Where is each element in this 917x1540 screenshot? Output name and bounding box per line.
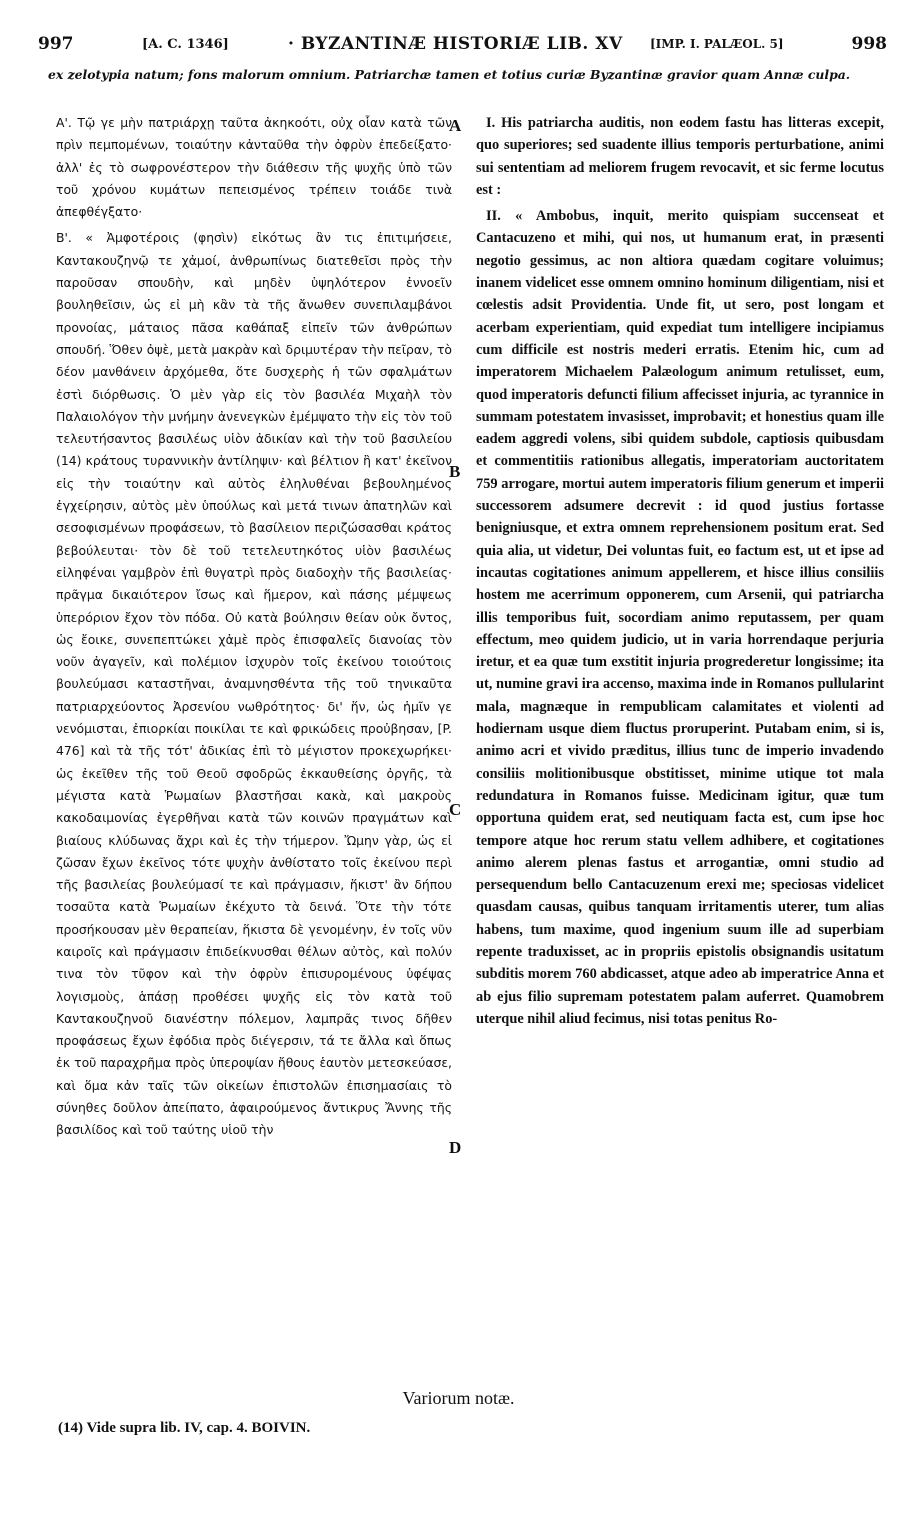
page-number-left: 997 [38, 34, 74, 54]
running-header [38, 34, 887, 60]
greek-paragraph-1: Α'. Τῷ γε μὴν πατριάρχῃ ταῦτα ἀκηκοότι, οὐχ οἷαν κατὰ τῶν πρὶν πεμπομένων, τοιαύτην κἀνταῦθα τὴν ὀφρὺν ἐπεδείξατο· ἀλλ' ἐς τὸ σωφρονέστερον τὴν διάθεσιν τῆς ψυχῆς ὑπὸ τῶν τοῦ χρόνου κυμάτων πεπεισμένος τρέπειν τοιάδε τινὰ ἀπεφθέγξατο· [56, 115, 452, 220]
year-marker: [A. C. 1346] [142, 37, 229, 52]
greek-column [56, 112, 452, 1146]
section-marker-d: D [449, 1138, 462, 1157]
page-number-right: 998 [851, 34, 887, 54]
section-marker-c: C [449, 800, 462, 819]
section-marker-a: A [449, 116, 462, 135]
emperor-marker: [IMP. I. PALÆOL. 5] [650, 37, 784, 51]
notes-heading: Variorum notæ. [402, 1388, 515, 1408]
latin-column [476, 112, 884, 1034]
latin-paragraph-1: I. His patriarcha auditis, non eodem fastu has litteras excepit, quo superiores; sed suadente illius temporis perturbatione, animi sui sententiam ad meliorem frugem revocavit, et sic ferme locutus est : [476, 115, 884, 198]
running-title: · BYZANTINÆ HISTORIÆ LIB. XV [288, 34, 623, 54]
summary-text: ex zelotypia natum; fons malorum omnium. Patriarchæ tamen et totius curiæ Byzantinæ gravior quam Annæ culpa. [48, 67, 851, 82]
chapter-summary [48, 66, 887, 83]
greek-paragraph-2: Β'. « Ἀμφοτέροις (φησὶν) εἰκότως ἂν τις ἐπιτιμήσειε, Καντακουζηνῷ τε χἀμοί, ἀνθρωπίνως διατεθεῖσι πρὸς τὴν παροῦσαν σπουδὴν, καὶ μηδὲν ὑψηλότερον ἐννοεῖν βουληθεῖσιν, ὡς εἰ μὴ κἂν τὰ τῆς ἄνωθεν συνεπιλαμβάνοι προνοίας, μάταιος πᾶσα καθάπαξ εἰπεῖν τῶν ἀνθρώπων σπουδή. Ὅθεν ὀψὲ, μετὰ μακρὰν καὶ δριμυτέραν τὴν πεῖραν, τὸ δέον μανθάνειν ἀρχόμεθα, ὅτε δυσχερὴς ἡ τῶν σφαλμάτων ἐστὶ διόρθωσις. Ὁ μὲν γὰρ εἰς τὸν βασιλέα Μιχαὴλ τὸν Παλαιολόγον τὴν μνήμην ἀνενεγκὼν ἐμέμψατο τὴν εἰς τὸν τοῦ τελευτήσαντος βασιλέως υἱὸν ἀδικίαν καὶ τὴν τοῦ βασιλείου (14) κράτους τυραννικὴν ἀντίληψιν· καὶ βέλτιον ἢ κατ' ἐκεῖνον εἰς τὴν τοιαύτην καὶ αὐτὸς ἐληλυθέναι βεβουλημένος ἐγχείρησιν, αὐτὸς μὲν ὑπούλως καὶ μετά τινων ἀπατηλῶν καὶ σεσοφισμένων προφάσεων, τὸ βασίλειον περιζώσασθαι κράτος βεβούλευται· τὸν δὲ τοῦ τετελευτηκότος υἱὸν βασιλέως εἰληφέναι γαμβρὸν ἐπὶ θυγατρὶ πρὸς διαδοχὴν τῆς βασιλείας· πρᾶγμα δικαιότερον ἴσως καὶ ἥμερον, καὶ πάσης μέμψεως ὑπερόριον ἔχον τὸν πόδα. Οὐ κατὰ βούλησιν θείαν οὐκ ὄντος, ὡς ἔοικε, συνεπεπτώκει χἀμὲ πρὸς ἐπισφαλεῖς διανοίας τὸν νοῦν ἀγαγεῖν, καὶ πολέμιον ἰσχυρὸν τοῖς ἐκείνου τοιούτοις βουλεύμασι καταστῆναι, ἀναμνησθέντα τῆς τοῦ τηνικαῦτα πατριαρχεύοντος Ἀρσενίου νωθρότητος· δι' ἥν, ὡς ἡμῖν γε νενόμισται, ἐπιορκίαι ποικίλαι τε καὶ φρικώδεις προὐβησαν, [P. 476] καὶ τὰ τῆς τότ' ἀδικίας ἐπὶ τὸ μέγιστον προκεχωρήκει· ὡς ἐκεῖθεν τῆς τοῦ Θεοῦ σφοδρῶς ἐκκαυθείσης ὀργῆς, τὰ μέγιστα κατὰ Ῥωμαίων βλαστῆσαι κακὰ, καὶ μακροὺς κακοδαιμονίας ἐγερθῆναι κατὰ τῶν κοινῶν πραγμάτων καὶ βιαίους κλύδωνας ἄχρι καὶ ἐς τὴν τήμερον. Ὤμην γὰρ, ὡς εἰ ζῶσαν ἔχων ἐκεῖνος τότε ψυχὴν ἀνθίστατο τοῖς ἐκείνου περὶ τῆς βασιλείας βουλεύμασί τε καὶ πράγμασιν, ἥκιστ' ἂν δήπου τοσαῦτα κατὰ Ῥωμαίων ἐκέχυτο τὰ δεινά. Ὅτε τὴν τότε προσήκουσαν μὲν θεραπείαν, ἥκιστα δὲ γενομένην, ἐν τοῖς νῦν καιροῖς καὶ πράγμασιν ἐπιδείκνυσθαι θέλων αὐτὸς, καὶ πολύν τινα τὸν τῦφον καὶ τὴν ὀφρὺν ἐπισυρομένους ὑφέψας λογισμοὺς, ἁπάσῃ προθέσει ψυχῆς εἰς τὸν κατὰ τοῦ Καντακουζηνοῦ διανέστην πόλεμον, λαμπρᾶς τινος δῆθεν προφάσεως ἔχων ἐφόδια πρὸς διέγερσιν, τά τε ἄλλα καὶ ὅπως ἐκ τοῦ παραχρῆμα πρὸς ὑπεροψίαν ἤθους ἑαυτὸν μετεσκεύασε, καὶ ὅμα κἀν ταῖς τῶν οἰκείων ἐπιστολῶν ἐπισημασίαις τὸ σύνηθες δοῦλον ἀπείπατο, ἀφαιρούμενος ἄντικρυς Ἄννης τῆς βασιλίδος καὶ τοῦ ταύτης υἱοῦ τὴν [56, 230, 452, 1138]
footnote-14: (14) Vide supra lib. IV, cap. 4. BOIVIN. [58, 1420, 311, 1436]
section-marker-b: B [449, 462, 461, 481]
latin-paragraph-2: II. « Ambobus, inquit, merito quispiam succenseat et Cantacuzeno et mihi, qui nos, ut humanum erat, in præsenti negotio gessimus, ac non altiora quædam cogitare voluimus; inanem videlicet esse omnem omnino hominum diligentiam, nisi et cœlestis adsit Providentia. Unde fit, ut sero, post longam et acerbam experientiam, quid expediat tum intelligere incipiamus cum difficile est nostris mederi erratis. Etenim hic, cum ad imperatorem Michaelem Palæologum animum retulisset, eum, quod imperatoris defuncti filium affecisset injuria, ac tyrannice in summam potestatem invasisset, improbavit; et honestius quam ille eadem aggredi volens, sibi quidem subdole, captiosis quibusdam et commentitiis rationibus allegatis, imperatoriam auctoritatem 759 arrogare, mortui autem imperatoris filium generum et imperii successorem adsumere decrevit : id quod justius fortasse benigniusque, et extra omnem reprehensionem positum erat. Sed quia alia, ut videtur, Dei voluntas fuit, eo factum est, ut et ipse ad incautas cogitationes animum appellerem, et hisce illius consiliis hostem me acerrimum opponerem, cum Arsenii, qui patriarcha illis temporibus fuit, socordiam animo reputassem, per quam effectum, meo quidem judicio, ut in varia horrendaque perjuria iretur, et ea quæ tum exstitit injuria progrederetur longissime; ita ut, numine gravi ira accenso, maxima inde in Romanos pullularint mala, magnæque in rempublicam calamitates et violenti ad hodiernam usque diem fluctus proruperint. Putabam enim, si is, animo acri et vivido præditus, illius tunc de imperio invadendo consiliis molitionibusque obstitisset, minime utique tot mala redundatura in Romanos fuisse. Medicinam igitur, quæ tum opportuna quidem erat, sed neutiquam facta est, cum ipse hoc tempore atque hoc rerum statu vellem adhibere, et cogitationes animo alerem plenas fastus et arrogantiæ, omni studio ad persequendum bello Cantacuzenum erexi me; speciosas videlicet quasdam causas, quibus tanquam irritamentis uterer, tum alias habens, tum maxime, quod ingenium suum ille ad superbiam repente traduxisset, ac in propriis epistolis obsignandis usitatum subditis morem 760 abdicasset, atque adeo ab imperatrice Anna et ab ejus filio supremam potestatem palam auferret. Quamobrem uterque nihil aliud fecimus, nisi totas penitus Ro- [476, 208, 884, 1027]
